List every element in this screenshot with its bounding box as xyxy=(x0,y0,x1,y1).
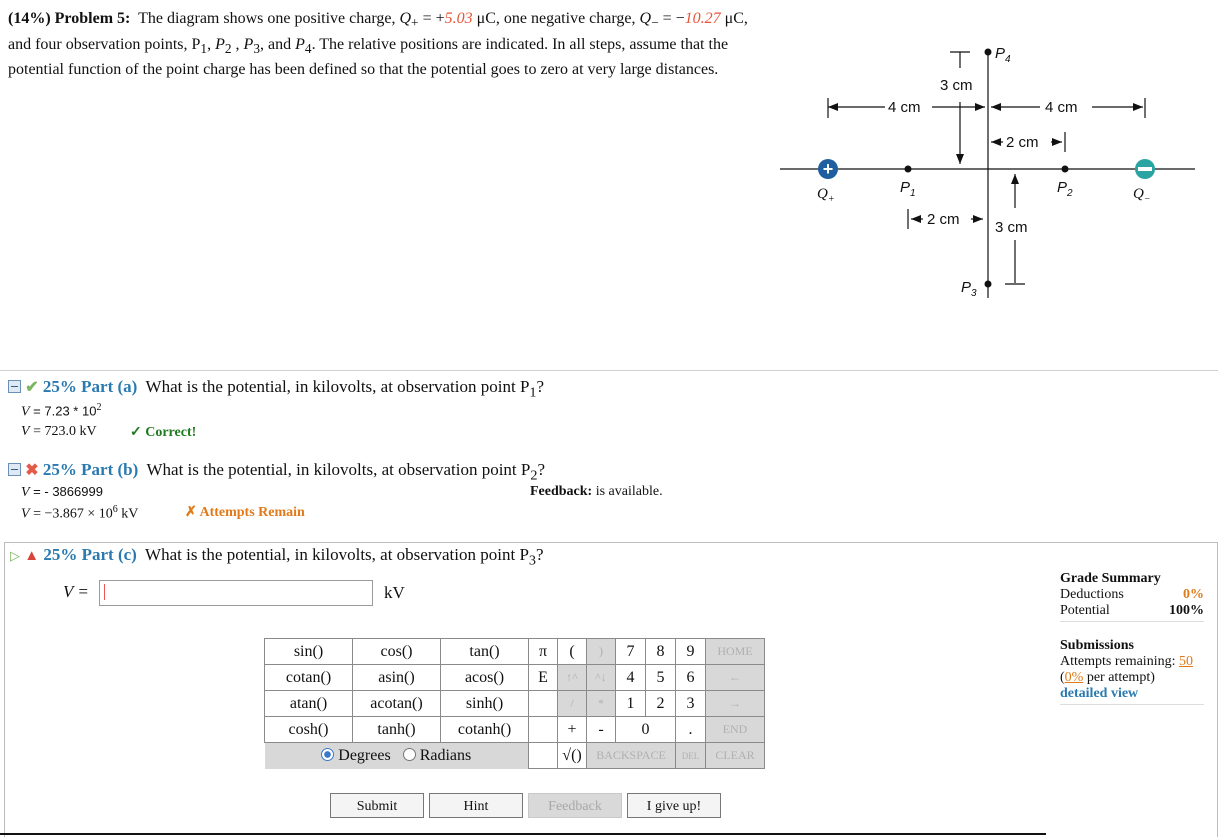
part-a-line2 xyxy=(21,424,97,440)
potential-label: Potential xyxy=(1060,603,1110,618)
key-3[interactable]: 3 xyxy=(676,691,706,717)
divider xyxy=(0,370,1218,371)
submissions-title: Submissions xyxy=(1060,638,1134,653)
key-7[interactable]: 7 xyxy=(616,639,646,665)
del-button[interactable]: DEL xyxy=(676,743,706,769)
problem-label: Problem 5: xyxy=(54,10,131,27)
cotanh-button[interactable]: cotanh() xyxy=(441,717,529,743)
key-0[interactable]: 0 xyxy=(616,717,676,743)
warning-icon: ▲ xyxy=(24,548,40,564)
part-c-qend: ? xyxy=(535,545,544,564)
asin-button[interactable]: asin() xyxy=(353,665,441,691)
var-label: V xyxy=(21,404,30,420)
plus-button[interactable]: + xyxy=(558,717,587,743)
part-a-result: = 723.0 kV xyxy=(29,424,97,439)
give-up-button[interactable]: I give up! xyxy=(627,793,721,818)
part-c-question: What is the potential, in kilovolts, at observation point P xyxy=(145,545,529,564)
tan-button[interactable]: tan() xyxy=(441,639,529,665)
calculator-keypad xyxy=(264,638,765,769)
label-qminus: $Q_-$ xyxy=(1133,186,1151,205)
arrowhead xyxy=(828,103,838,111)
p-sub-1: 1 xyxy=(200,40,208,56)
open-paren-button[interactable]: ( xyxy=(558,639,587,665)
hint-button[interactable]: Hint xyxy=(429,793,523,818)
p2-inline: P xyxy=(215,35,225,53)
point-p4 xyxy=(985,49,992,56)
part-b-unit: kV xyxy=(117,506,139,522)
deductions-row xyxy=(1060,587,1204,603)
arrowhead xyxy=(1052,138,1062,146)
minus-button[interactable]: - xyxy=(587,717,616,743)
close-paren-button[interactable]: ) xyxy=(587,639,616,665)
part-c-header xyxy=(10,545,544,569)
left-arrow-button[interactable]: ← xyxy=(706,665,765,691)
degrees-label: Degrees xyxy=(338,746,391,764)
part-b-line1 xyxy=(21,484,103,501)
part-b-sub: 2 xyxy=(530,467,538,484)
x-icon: ✖ xyxy=(25,462,39,479)
label-3cm-bottom: 3 cm xyxy=(995,219,1028,236)
key-4[interactable]: 4 xyxy=(616,665,646,691)
submit-button[interactable]: Submit xyxy=(330,793,424,818)
p-sub-2: 2 xyxy=(224,40,232,56)
part-a-qend: ? xyxy=(536,377,545,396)
part-a-header xyxy=(8,377,544,401)
qplus-symbol: Q xyxy=(399,10,412,27)
down-arrow-button[interactable]: ^↓ xyxy=(587,665,616,691)
p3-inline: P xyxy=(243,35,254,53)
sin-button[interactable]: sin() xyxy=(265,639,353,665)
expand-arrow-icon[interactable]: ▷ xyxy=(10,548,20,563)
qminus-sub: − xyxy=(651,15,659,31)
blank-key xyxy=(529,691,558,717)
qminus-eq: = − xyxy=(658,10,685,27)
problem-text-1: The diagram shows one positive charge, xyxy=(138,10,396,27)
p-sub-4: 4 xyxy=(304,40,312,56)
dot-button[interactable]: . xyxy=(676,717,706,743)
label-3cm-top: 3 cm xyxy=(940,77,973,94)
p4-inline: P xyxy=(295,35,305,53)
end-button[interactable]: END xyxy=(706,717,765,743)
plus-sign: + xyxy=(822,159,834,179)
collapse-icon[interactable] xyxy=(8,463,21,476)
e-button[interactable]: E xyxy=(529,665,558,691)
qminus-value: 10.27 xyxy=(684,10,721,27)
input-label: V = xyxy=(63,582,89,601)
potential-value: 100% xyxy=(1169,603,1204,618)
arrowhead xyxy=(973,215,983,223)
deductions-label: Deductions xyxy=(1060,587,1124,602)
label-qplus: $Q_+$ xyxy=(817,186,835,205)
sinh-button[interactable]: sinh() xyxy=(441,691,529,717)
var-label: V xyxy=(21,506,30,522)
key-1[interactable]: 1 xyxy=(616,691,646,717)
cosh-button[interactable]: cosh() xyxy=(265,717,353,743)
grade-summary xyxy=(1060,571,1204,705)
point-p2 xyxy=(1062,166,1069,173)
attempts-remaining xyxy=(1060,654,1204,670)
label-p4: $P_4$ xyxy=(995,45,1011,65)
label-4cm-right: 4 cm xyxy=(1045,99,1078,116)
per-attempt-text: per attempt) xyxy=(1083,670,1155,685)
per-attempt-pct: 0% xyxy=(1064,670,1084,685)
clear-button[interactable]: CLEAR xyxy=(706,743,765,769)
pi-button[interactable]: π xyxy=(529,639,558,665)
arrowhead xyxy=(1011,174,1019,184)
up-arrow-button[interactable]: ↑^ xyxy=(558,665,587,691)
charge-diagram xyxy=(775,40,1205,310)
qplus-sub: + xyxy=(411,15,419,31)
per-attempt: (0% per attempt) xyxy=(1060,670,1155,685)
part-b-feedback xyxy=(530,484,663,500)
part-a-percent: 25% Part (a) xyxy=(42,377,138,396)
unit-2: μC xyxy=(724,10,744,27)
sqrt-button[interactable]: √() xyxy=(558,743,587,769)
attempts-value: 50 xyxy=(1178,654,1193,669)
right-arrow-button[interactable]: → xyxy=(706,691,765,717)
part-b-percent: 25% Part (b) xyxy=(42,460,139,479)
part-a-line1 xyxy=(21,402,101,421)
part-c-sub: 3 xyxy=(528,552,536,569)
unit-1: μC xyxy=(476,10,496,27)
feedback-label: Feedback: xyxy=(530,484,593,499)
problem-text-3: , and four observation points, P xyxy=(8,10,748,53)
deductions-value: 0% xyxy=(1183,587,1204,602)
key-9[interactable]: 9 xyxy=(676,639,706,665)
key-5[interactable]: 5 xyxy=(646,665,676,691)
angle-mode xyxy=(265,743,529,769)
problem-percent: (14%) xyxy=(8,10,51,27)
part-c-percent: 25% Part (c) xyxy=(43,545,137,564)
acotan-button[interactable]: acotan() xyxy=(353,691,441,717)
radians-radio[interactable] xyxy=(403,748,416,761)
potential-row xyxy=(1060,603,1204,622)
part-b-question: What is the potential, in kilovolts, at observation point P xyxy=(146,460,531,479)
part-a-sub: 1 xyxy=(529,384,537,401)
acos-button[interactable]: acos() xyxy=(441,665,529,691)
key-2[interactable]: 2 xyxy=(646,691,676,717)
qminus-symbol: Q xyxy=(639,10,652,27)
label-2cm-top: 2 cm xyxy=(1006,134,1039,151)
label-p1: $P_1$ xyxy=(900,179,916,199)
backspace-button[interactable]: BACKSPACE xyxy=(587,743,676,769)
grade-title: Grade Summary xyxy=(1060,571,1161,586)
arrowhead xyxy=(991,103,1001,111)
part-b-entry: = - 3866999 xyxy=(29,484,103,499)
label-p2: $P_2$ xyxy=(1057,179,1073,199)
radians-label: Radians xyxy=(419,746,472,764)
correct-status: ✓ Correct! xyxy=(130,425,197,440)
cotan-button[interactable]: cotan() xyxy=(265,665,353,691)
key-8[interactable]: 8 xyxy=(646,639,676,665)
part-b-exp: 6 xyxy=(112,504,118,515)
part-b-header xyxy=(8,460,545,484)
check-icon: ✔ xyxy=(25,379,39,396)
feedback-value: is available. xyxy=(592,484,663,499)
point-p1 xyxy=(905,166,912,173)
feedback-button[interactable]: Feedback xyxy=(528,793,622,818)
atan-button[interactable]: atan() xyxy=(265,691,353,717)
attempts-label: Attempts remaining: xyxy=(1060,654,1179,669)
blank-key xyxy=(529,717,558,743)
part-a-exp: 2 xyxy=(96,402,102,413)
cos-button[interactable]: cos() xyxy=(353,639,441,665)
arrowhead xyxy=(975,103,985,111)
collapse-icon[interactable] xyxy=(8,380,21,393)
arrowhead xyxy=(991,138,1001,146)
var-label: V xyxy=(21,485,30,500)
problem-statement: (14%) Problem 5: The diagram shows one positive charge, $Q_+ = +5.03$ μC, one negative charge, $Q_- = -10.27$ μC, and four observation points, $P_1$, $P_2$ , $P_3$, and $P_4$. The relative positions are indicated. In all steps, assume that the potential function of the point charge has been defined so that the potential goes to zero at very large distances. xyxy=(8,10,748,79)
degrees-radio[interactable] xyxy=(321,748,334,761)
arrowhead xyxy=(911,215,921,223)
part-b-result: = −3.867 × 10 xyxy=(29,506,113,522)
attempts-status: ✗ Attempts Remain xyxy=(185,505,305,520)
text-caret xyxy=(104,584,105,600)
blank-key xyxy=(529,743,558,769)
divide-button[interactable]: / xyxy=(558,691,587,717)
label-4cm-left: 4 cm xyxy=(888,99,921,116)
arrowhead xyxy=(1133,103,1143,111)
unit-label: kV xyxy=(384,583,405,602)
var-label: V xyxy=(21,424,30,439)
detailed-view-link[interactable]: detailed view xyxy=(1060,686,1204,705)
bottom-border xyxy=(0,833,1046,835)
qplus-value: 5.03 xyxy=(444,10,473,27)
point-p3 xyxy=(985,281,992,288)
answer-input[interactable] xyxy=(99,580,373,606)
multiply-button[interactable]: * xyxy=(587,691,616,717)
part-b-line2 xyxy=(21,504,138,523)
label-2cm-bottom: 2 cm xyxy=(927,211,960,228)
key-6[interactable]: 6 xyxy=(676,665,706,691)
problem-text-2: , one negative charge, xyxy=(495,10,636,27)
tanh-button[interactable]: tanh() xyxy=(353,717,441,743)
arrowhead xyxy=(956,154,964,164)
part-a-entry: = 7.23 * 10 xyxy=(29,403,97,419)
p-sub-3: 3 xyxy=(253,40,260,56)
label-p3: $P_3$ xyxy=(961,279,977,299)
part-b-qend: ? xyxy=(537,460,545,479)
qplus-eq: = + xyxy=(418,10,445,27)
minus-sign xyxy=(1138,167,1152,171)
problem-text-4: The relative positions are indicated. In all steps, assume that the potential function of the point charge has been defined so that the potential goes to zero at very large distances. xyxy=(8,35,729,79)
part-a-question: What is the potential, in kilovolts, at observation point P xyxy=(145,377,530,396)
home-button[interactable]: HOME xyxy=(706,639,765,665)
